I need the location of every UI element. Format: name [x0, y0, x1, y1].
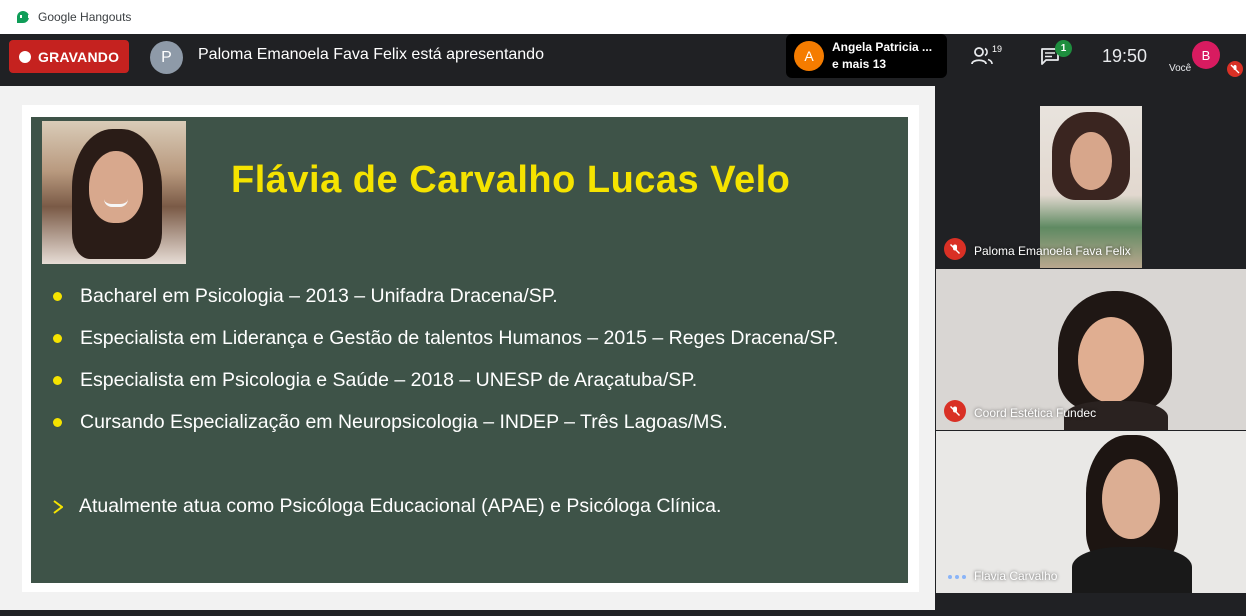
bullet-dot-icon	[53, 334, 62, 343]
participant-more-count: e mais 13	[832, 57, 887, 71]
participant-name: Paloma Emanoela Fava Felix	[974, 244, 1131, 258]
bullet-dot-icon	[53, 292, 62, 301]
video-tile[interactable]	[936, 269, 1246, 430]
self-avatar[interactable]: B	[1192, 41, 1220, 69]
video-face	[1078, 317, 1144, 403]
mic-off-icon	[944, 238, 966, 260]
participant-avatar: A	[794, 41, 824, 71]
bullet-dot-icon	[53, 418, 62, 427]
slide-bullet	[53, 369, 697, 392]
arrow-bullet-icon	[53, 500, 63, 514]
people-icon[interactable]	[970, 46, 994, 66]
people-count: 19	[992, 44, 1003, 54]
slide-highlight	[53, 495, 721, 518]
slide-bullet-text: Especialista em Psicologia e Saúde – 2018 – UNESP de Araçatuba/SP.	[80, 369, 698, 391]
participant-name: Flavia Carvalho	[974, 569, 1058, 583]
presenter-avatar: P	[150, 41, 183, 74]
window-titlebar	[0, 0, 1246, 34]
slide-title: Flávia de Carvalho Lucas Velo	[231, 159, 791, 201]
slide	[31, 117, 908, 583]
video-face	[1102, 459, 1160, 539]
meeting-topbar	[0, 34, 1246, 86]
slide-bullet	[53, 411, 728, 434]
participant-name: Angela Patricia ...	[832, 40, 933, 54]
self-label: Você	[1169, 63, 1192, 74]
slide-bullet-text: Bacharel em Psicologia – 2013 – Unifadra Dracena/SP.	[80, 285, 558, 307]
chat-unread-badge: 1	[1055, 40, 1072, 57]
presenter-status-text: Paloma Emanoela Fava Felix está apresentando	[198, 46, 544, 63]
video-face	[1070, 132, 1112, 190]
video-tile[interactable]	[936, 106, 1246, 268]
slide-highlight-text: Atualmente atua como Psicóloga Educacional (APAE) e Psicóloga Clínica.	[79, 495, 722, 517]
speaking-indicator-icon	[948, 575, 966, 579]
video-tile[interactable]	[936, 431, 1246, 593]
slide-portrait-photo	[42, 121, 186, 264]
participant-name: Coord Estética Fundec	[974, 406, 1097, 420]
mic-off-icon	[1227, 61, 1243, 77]
hangouts-logo-icon	[17, 11, 29, 23]
recording-dot-icon	[19, 51, 31, 63]
slide-bullet-text: Especialista em Liderança e Gestão de talentos Humanos – 2015 – Reges Dracena/SP.	[80, 327, 839, 349]
bullet-dot-icon	[53, 376, 62, 385]
slide-bullet	[53, 285, 558, 308]
video-strip-filler	[936, 593, 1246, 616]
window-title: Google Hangouts	[38, 10, 132, 24]
recording-badge[interactable]	[9, 40, 129, 73]
mic-off-icon	[944, 400, 966, 422]
video-body	[1072, 547, 1192, 593]
active-participants-chip[interactable]	[786, 34, 947, 78]
slide-bullet	[53, 327, 838, 350]
recording-label: GRAVANDO	[38, 48, 120, 65]
slide-bullet-text: Cursando Especialização em Neuropsicologia – INDEP – Três Lagoas/MS.	[80, 411, 728, 433]
meeting-clock: 19:50	[1102, 46, 1148, 66]
photo-face	[89, 151, 143, 223]
presentation-bottom-bar	[0, 610, 935, 616]
participant-video	[1072, 435, 1192, 593]
